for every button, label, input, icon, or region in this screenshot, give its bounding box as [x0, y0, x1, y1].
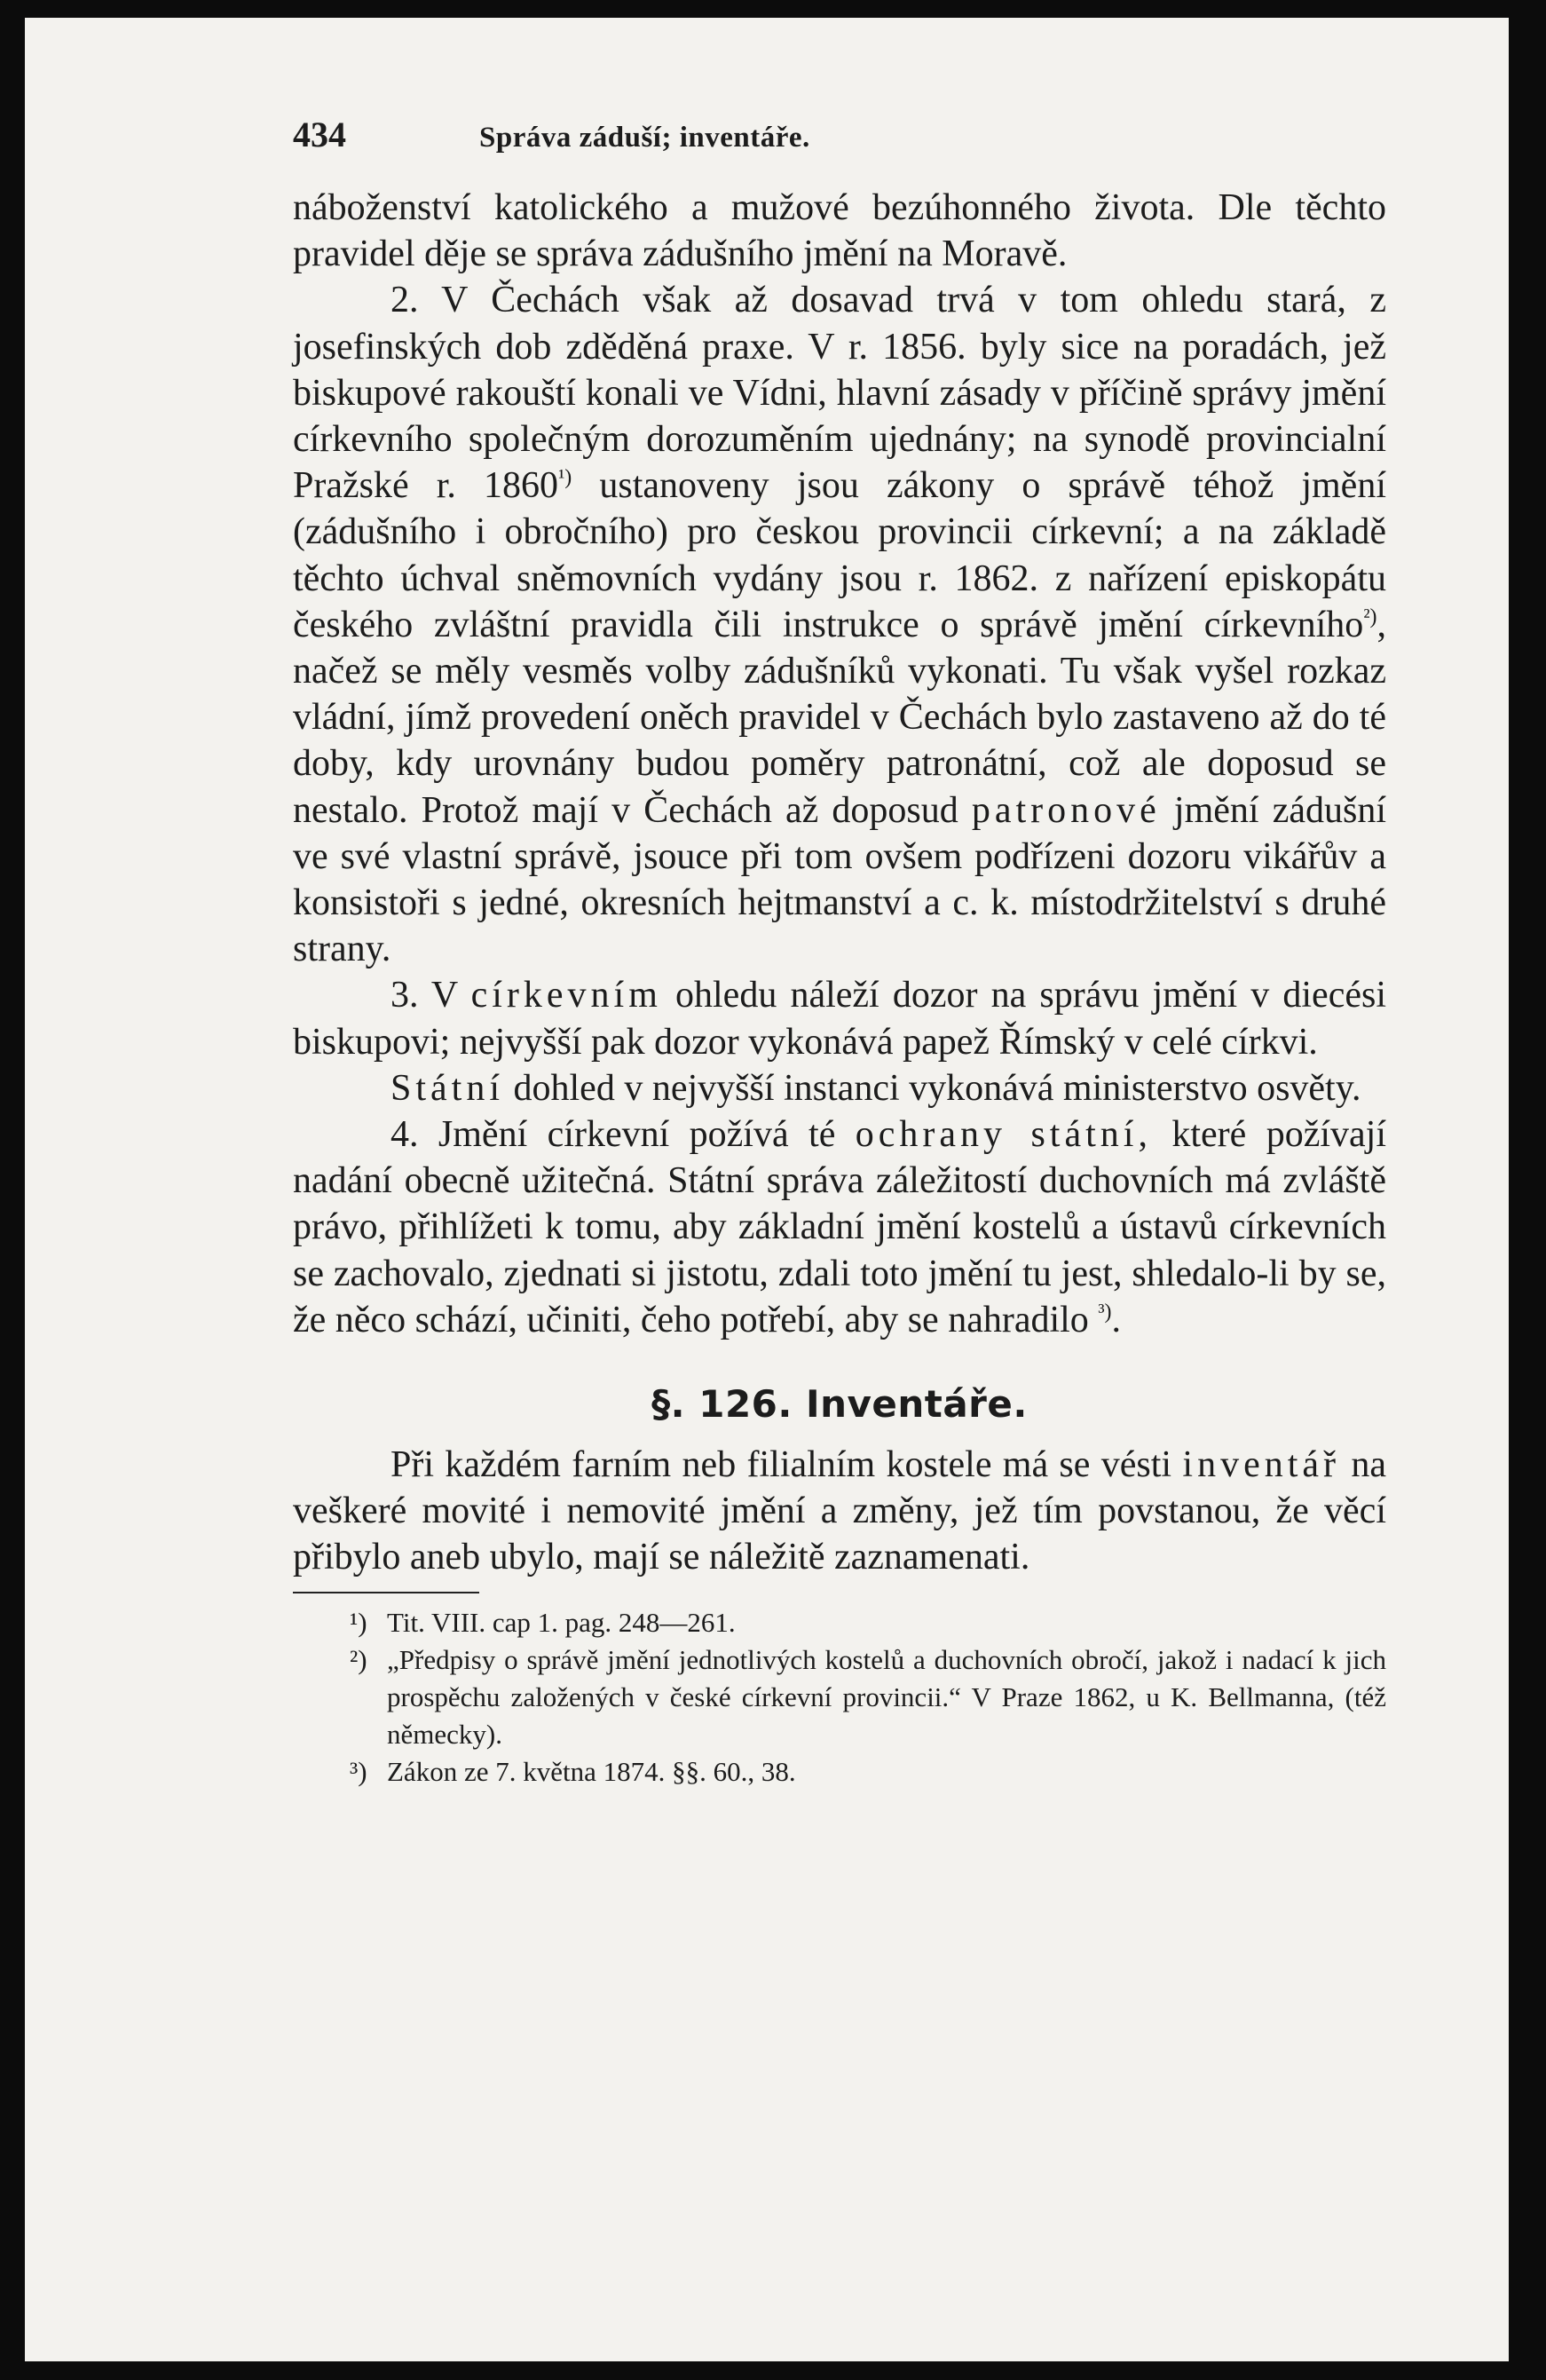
emphasis-inventar: inventář: [1182, 1444, 1341, 1486]
paragraph-5: 4. Jmění církevní požívá té ochrany státní, které požívají nadání obecně užitečná. Státní správa záležitostí duchovních má zvláště právo, přihlížeti k tomu, aby základní jmění kostelů a ústavů církevních se zachovalo, zjednati si jistotu, zdali toto jmění tu jest, shledalo-li by se, že něco schází, učiniti, čeho potřebí, aby se nahradilo $^{^3)}$.: [293, 1114, 1387, 1340]
page-content: [293, 114, 1386, 1791]
footnote-2: [350, 1641, 1386, 1753]
page-header: [293, 114, 1386, 185]
paragraph-3: 3. V církevním ohledu náleží dozor na správu jmění v diecési biskupovi; nejvyšší pak dozor vykonává papež Římský v celé církvi.: [293, 975, 1386, 1063]
footnote-text: „Předpisy o správě jmění jednotlivých kostelů a duchovních obročí, jakož i nadací k jich prospěchu založených v české církevní provincii.“ V Praze 1862, u K. Bellmanna, (též německy).: [387, 1643, 1386, 1750]
book-page: [25, 18, 1511, 2361]
footnote-mark: ³): [350, 1755, 367, 1787]
section-heading: §. 126. Inventáře.: [651, 1382, 1028, 1427]
page-number: 434: [293, 115, 346, 154]
paragraph-4: Státní dohled v nejvyšší instanci vykonává ministerstvo osvěty.: [390, 1067, 1361, 1109]
footnote-text: Tit. VIII. cap 1. pag. 248—261.: [387, 1606, 736, 1638]
paragraph-2: 2. V Čechách však až dosavad trvá v tom ohledu stará, z josefinských dob zděděná praxe. V r. 1856. byly sice na poradách, jež biskupové rakouští konali ve Vídni, hlavní zásady v příčině správy jmění církevního společným dorozuměním ujednány; na synodě provincialní Pražské r. $1860^{^1)}$ ustanoveny jsou zákony o správě téhož jmění (zádušního i obročního) pro českou provincii církevní; a na základě těchto úchval sněmovních vydány jsou r. 1862. z nařízení episkopátu českého zvláštní pravidla čili instrukce o správě jmění církevního$^{^2)}$, načež se měly vesměs volby zádušníků vykonati. Tu však vyšel rozkaz vládní, jímž provedení oněch pravidel v Čechách bylo zastaveno až do té doby, kdy urovnány budou poměry patronátní, což ale doposud se nestalo. Protož mají v Čechách až doposud patronové jmění zádušní ve své vlastní správě, jsouce při tom ovšem podřízeni dozoru vikářův a konsistoři s jedné, okresních hejtmanství a c. k. místodržitelství s druhé strany.: [293, 280, 1386, 970]
running-title: Správa záduší; inventáře.: [479, 122, 810, 154]
footnote-1: [350, 1604, 1386, 1641]
emphasis-ochrany-statni: ochrany státní,: [855, 1114, 1152, 1156]
footnote-ref-3: ³): [1098, 1300, 1112, 1324]
section-paragraph-1: Při každém farním neb filialním kostele má se vésti inventář na veškeré movité i nemovité jmění a změny, jež tím povstanou, že věcí přibylo aneb ubylo, mají se náležitě zaznamenati.: [293, 1444, 1387, 1578]
footnote-divider: [293, 1592, 479, 1593]
footnote-text: Zákon ze 7. května 1874. §§. 60., 38.: [387, 1755, 796, 1787]
emphasis-cirkevnim: církevním: [470, 975, 662, 1016]
footnote-mark: ¹): [350, 1606, 367, 1638]
section-text: [293, 1442, 1386, 1581]
emphasis-statni: Státní: [390, 1067, 505, 1109]
main-text: [293, 185, 1386, 1343]
scan-border: [1509, 0, 1546, 2380]
paragraph-1: náboženství katolického a mužové bezúhonného života. Dle těchto pravidel děje se správa zádušního jmění na Moravě.: [293, 187, 1386, 275]
footnote-ref-1: ¹): [558, 466, 572, 490]
footnote-mark: ²): [350, 1643, 367, 1675]
footnote-ref-2: ²): [1363, 605, 1377, 629]
footnote-3: [350, 1753, 1386, 1791]
emphasis-patronove: patronové: [971, 789, 1161, 831]
footnotes: [293, 1604, 1386, 1791]
